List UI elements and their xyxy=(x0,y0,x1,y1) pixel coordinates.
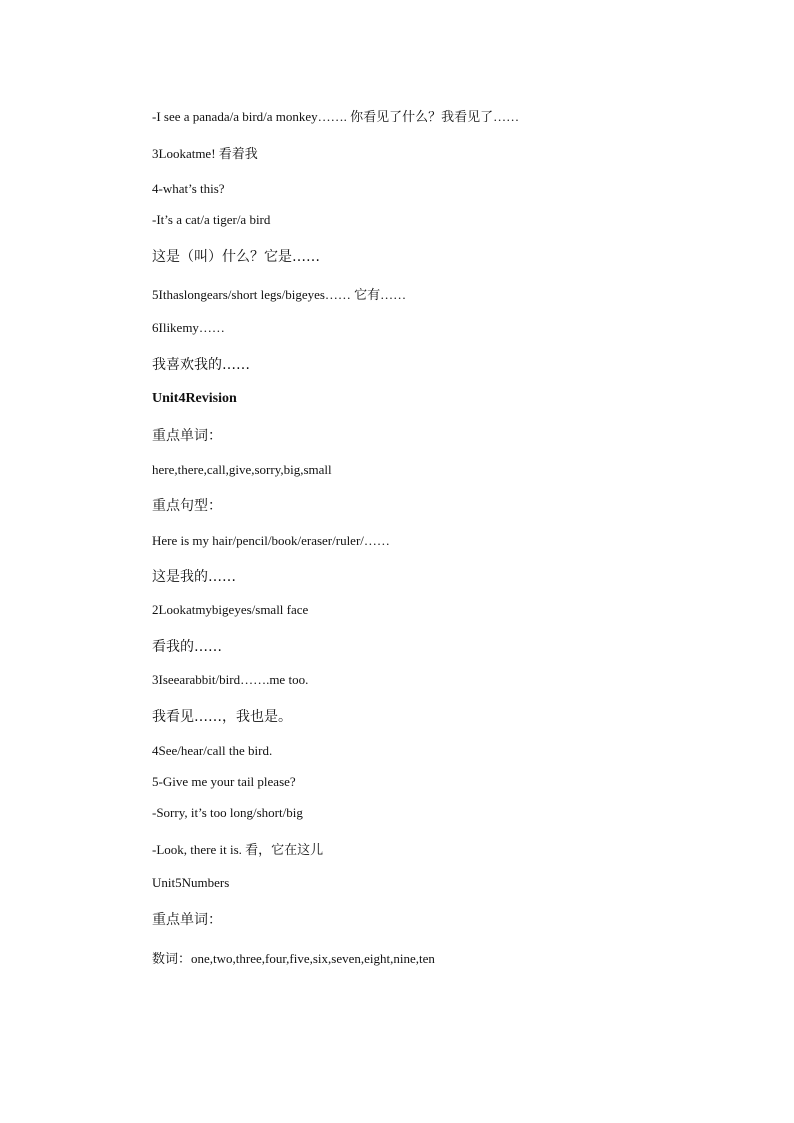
text-line: 4See/hear/call the bird. xyxy=(152,743,273,758)
text-line: 这是（叫）什么？它是…… xyxy=(152,249,320,265)
text-line: 3Lookatme! 看着我 xyxy=(152,146,258,161)
text-line: 我看见……，我也是。 xyxy=(152,709,292,725)
text-line: -It’s a cat/a tiger/a bird xyxy=(152,212,271,227)
text-line: 6Ilikemy…… xyxy=(152,320,225,335)
text-line: -Look, there it is. 看，它在这儿 xyxy=(152,842,324,857)
text-line: 4-what’s this? xyxy=(152,181,225,196)
text-line: 重点单词： xyxy=(152,428,222,444)
section-heading: Unit5Numbers xyxy=(152,875,230,890)
text-line: 我喜欢我的…… xyxy=(152,357,250,373)
text-line: 2Lookatmybigeyes/small face xyxy=(152,602,309,617)
text-line: 看我的…… xyxy=(152,639,222,655)
text-line: here,there,call,give,sorry,big,small xyxy=(152,462,332,477)
section-heading: Unit4Revision xyxy=(152,391,237,406)
text-line: 重点句型： xyxy=(152,498,222,514)
text-line: 5Ithaslongears/short legs/bigeyes…… 它有…… xyxy=(152,287,407,302)
text-line: 这是我的…… xyxy=(152,569,236,585)
text-line: 数词：one,two,three,four,five,six,seven,eight,nine,ten xyxy=(152,951,435,966)
text-line: -Sorry, it’s too long/short/big xyxy=(152,805,303,820)
text-line: 3Iseearabbit/bird…….me too. xyxy=(152,672,309,687)
text-line: 重点单词： xyxy=(152,912,222,928)
text-line: Here is my hair/pencil/book/eraser/ruler/…… xyxy=(152,533,390,548)
text-line: -I see a panada/a bird/a monkey……. 你看见了什么？我看见了…… xyxy=(152,109,520,124)
text-line: 5-Give me your tail please? xyxy=(152,774,296,789)
